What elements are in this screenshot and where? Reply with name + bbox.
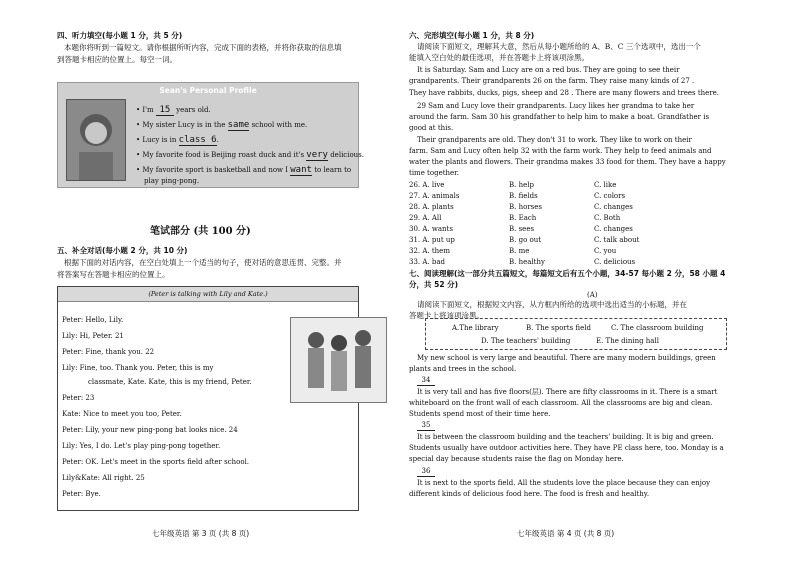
option-c[interactable]: C. changes bbox=[594, 203, 633, 211]
dialog-line: Peter: Hello, Lily. bbox=[62, 316, 124, 324]
option-b[interactable]: B. help bbox=[509, 181, 534, 189]
profile-card-title: Sean's Personal Profile bbox=[159, 86, 257, 95]
reading-line: Students usually have outdoor activities here. They have PE class here, too. Monday is a bbox=[409, 444, 724, 452]
option-b[interactable]: B. horses bbox=[509, 203, 542, 211]
blank-34[interactable]: 34 bbox=[417, 375, 435, 386]
option-b[interactable]: B. fields bbox=[509, 192, 538, 200]
option-a[interactable]: 28. A. plants bbox=[409, 203, 454, 211]
option-c[interactable]: C. like bbox=[594, 181, 617, 189]
reading-line: Students spend most of their time here. bbox=[409, 410, 551, 418]
three-students-icon bbox=[291, 318, 386, 402]
reading-line: It is between the classroom building and the teachers' building. It is big and green. bbox=[417, 433, 714, 441]
box-option: D. The teachers' building bbox=[481, 337, 571, 345]
written-part-title: 笔试部分 (共 100 分) bbox=[150, 226, 251, 237]
option-a[interactable]: 32. A. them bbox=[409, 247, 450, 255]
right-page bbox=[397, 0, 794, 561]
passage-line: farm. Sam and Lucy often help 32 with the farm work. They help to feed animals and bbox=[409, 147, 712, 155]
heading-options-box bbox=[425, 318, 727, 350]
option-b[interactable]: B. me bbox=[509, 247, 530, 255]
profile-line-1: • I'm 15 years old. bbox=[136, 105, 211, 115]
dialogue-box bbox=[57, 286, 359, 511]
option-c[interactable]: C. you bbox=[594, 247, 617, 255]
page-footer-left: 七年级英语 第 3 页 (共 8 页) bbox=[152, 529, 250, 538]
passage-line: water the plants and flowers. Their grandma makes 33 food for them. They have a happy bbox=[409, 158, 726, 166]
option-c[interactable]: C. Both bbox=[594, 214, 621, 222]
profile-photo bbox=[66, 99, 126, 181]
option-c[interactable]: C. talk about bbox=[594, 236, 640, 244]
dialog-line: Lily&Kate: All right. 25 bbox=[62, 474, 145, 482]
option-c[interactable]: C. delicious bbox=[594, 258, 636, 266]
dialog-line: Kate: Nice to meet you too, Peter. bbox=[62, 410, 182, 418]
box-option: C. The classroom building bbox=[611, 324, 704, 332]
option-a[interactable]: 31. A. put up bbox=[409, 236, 455, 244]
passage-line: They have rabbits, ducks, pigs, sheep and 28 . There are many flowers and trees there. bbox=[409, 89, 720, 97]
dialog-line: Lily: Fine, too. Thank you. Peter, this is my bbox=[62, 364, 214, 372]
reading-line: My new school is very large and beautiful. There are many modern buildings, green bbox=[417, 354, 716, 362]
passage-line: 29 Sam and Lucy love their grandparents. Lucy likes her grandma to take her bbox=[417, 102, 695, 110]
section-4-instruction: 本题你将听到一篇短文。请你根据所听内容，完成下面的表格，并将你获取的信息填 bbox=[64, 43, 342, 52]
dialog-line: Peter: OK. Let's meet in the sports field after school. bbox=[62, 458, 250, 466]
reading-line: It is next to the sports field. All the students love the place because they can enjoy bbox=[417, 479, 711, 487]
reading-line: It is very tall and has five floors(层). There are fifty classrooms in it. There is a smart bbox=[417, 388, 718, 396]
option-b[interactable]: B. sees bbox=[509, 225, 535, 233]
option-b[interactable]: B. go out bbox=[509, 236, 542, 244]
passage-line: grandparents. Their grandparents 26 on the farm. They raise many kinds of 27 . bbox=[409, 77, 695, 85]
reading-line: whiteboard on the front wall of each classroom. All the classrooms are big and clean. bbox=[409, 399, 713, 407]
passage-line: It is Saturday. Sam and Lucy are on a red bus. They are going to see their bbox=[417, 66, 680, 74]
dialog-line: Peter: 23 bbox=[62, 394, 95, 402]
girl-portrait-icon bbox=[67, 100, 125, 180]
passage-line: Their grandparents are old. They don't 31 to work. They like to work on their bbox=[417, 136, 692, 144]
answer-5[interactable]: want bbox=[290, 165, 312, 175]
reading-line: different kinds of delicious food here. The food is fresh and healthy. bbox=[409, 490, 650, 498]
section-7-instruction-2: 答题卡上将该项涂黑。 bbox=[409, 311, 484, 320]
option-a[interactable]: 29. A. All bbox=[409, 214, 442, 222]
dialog-line: Lily: Hi, Peter. 21 bbox=[62, 332, 124, 340]
box-option: B. The sports field bbox=[526, 324, 591, 332]
section-7-title-2: 分，共 52 分) bbox=[409, 280, 459, 289]
reading-line: special day because students raise the flag on Monday here. bbox=[409, 455, 624, 463]
option-a[interactable]: 27. A. animals bbox=[409, 192, 460, 200]
box-option: A.The library bbox=[452, 324, 499, 332]
section-7-title: 七、阅读理解(这一部分共五篇短文，每篇短文后有五个小题，34-57 每小题 2 分，58 小题 4 bbox=[409, 269, 726, 278]
profile-line-2: • My sister Lucy is in the same school with me. bbox=[136, 120, 308, 130]
profile-line-6: play ping-pong. bbox=[144, 177, 200, 185]
section-5-title: 五、补全对话(每小题 2 分，共 10 分) bbox=[57, 246, 188, 255]
blank-36[interactable]: 36 bbox=[417, 466, 435, 477]
reading-line: plants and trees in the school. bbox=[409, 365, 517, 373]
option-c[interactable]: C. colors bbox=[594, 192, 626, 200]
option-a[interactable]: 26. A. live bbox=[409, 181, 445, 189]
section-5-instruction-2: 将答案写在答题卡相应的位置上。 bbox=[57, 270, 170, 279]
answer-4[interactable]: very bbox=[306, 150, 328, 160]
dialog-line: Peter: Fine, thank you. 22 bbox=[62, 348, 155, 356]
profile-line-5: • My favorite sport is basketball and now I want to learn to bbox=[136, 165, 352, 175]
dialog-line: Peter: Bye. bbox=[62, 490, 101, 498]
section-6-instruction-2: 能填入空白处的最佳选项，并在答题卡上将该项涂黑。 bbox=[409, 53, 589, 62]
dialog-line: Lily: Yes, I do. Let's play ping-pong together. bbox=[62, 442, 221, 450]
answer-1[interactable]: 15 bbox=[156, 105, 174, 116]
part-a-label: (A) bbox=[587, 291, 598, 299]
section-4-instruction-2: 到答题卡相应的位置上。每空一词。 bbox=[57, 55, 177, 64]
students-illustration bbox=[290, 317, 387, 403]
blank-35[interactable]: 35 bbox=[417, 420, 435, 431]
section-7-instruction: 请阅读下面短文，根据短文内容，从方框内所给的选项中选出适当的小标题，并在 bbox=[417, 300, 687, 309]
section-6-instruction: 请阅读下面短文，理解其大意，然后从每小题所给的 A、B、C 三个选项中，选出一个 bbox=[417, 42, 701, 51]
dialog-line: Peter: Lily, your new ping-pong bat looks nice. 24 bbox=[62, 426, 238, 434]
passage-line: good at this. bbox=[409, 124, 454, 132]
option-c[interactable]: C. changes bbox=[594, 225, 633, 233]
option-a[interactable]: 30. A. wants bbox=[409, 225, 453, 233]
profile-line-4: • My favorite food is Beijing roast duck and it's very delicious. bbox=[136, 150, 365, 160]
passage-line: around the farm. Sam 30 his grandfather to help him to make a boat. Grandfather is bbox=[409, 113, 710, 121]
section-6-title: 六、完形填空(每小题 1 分，共 8 分) bbox=[409, 31, 535, 40]
option-b[interactable]: B. healthy bbox=[509, 258, 545, 266]
dialogue-heading: (Peter is talking with Lily and Kate.) bbox=[58, 287, 358, 302]
page-footer-right: 七年级英语 第 4 页 (共 8 页) bbox=[517, 529, 615, 538]
answer-2[interactable]: same bbox=[227, 120, 250, 130]
option-b[interactable]: B. Each bbox=[509, 214, 537, 222]
section-5-instruction: 根据下面的对话内容，在空白处填上一个适当的句子，使对话的意思连贯、完整。并 bbox=[64, 258, 342, 267]
answer-3[interactable]: class 6 bbox=[178, 135, 217, 145]
profile-card bbox=[57, 82, 365, 188]
box-option: E. The dining hall bbox=[596, 337, 659, 345]
section-4-title: 四、听力填空(每小题 1 分，共 5 分) bbox=[57, 31, 183, 40]
passage-line: time together. bbox=[409, 169, 459, 177]
profile-line-3: • Lucy is in class 6. bbox=[136, 135, 219, 145]
dialog-line: classmate, Kate. Kate, this is my friend, Peter. bbox=[88, 378, 252, 386]
option-a[interactable]: 33. A. bad bbox=[409, 258, 445, 266]
